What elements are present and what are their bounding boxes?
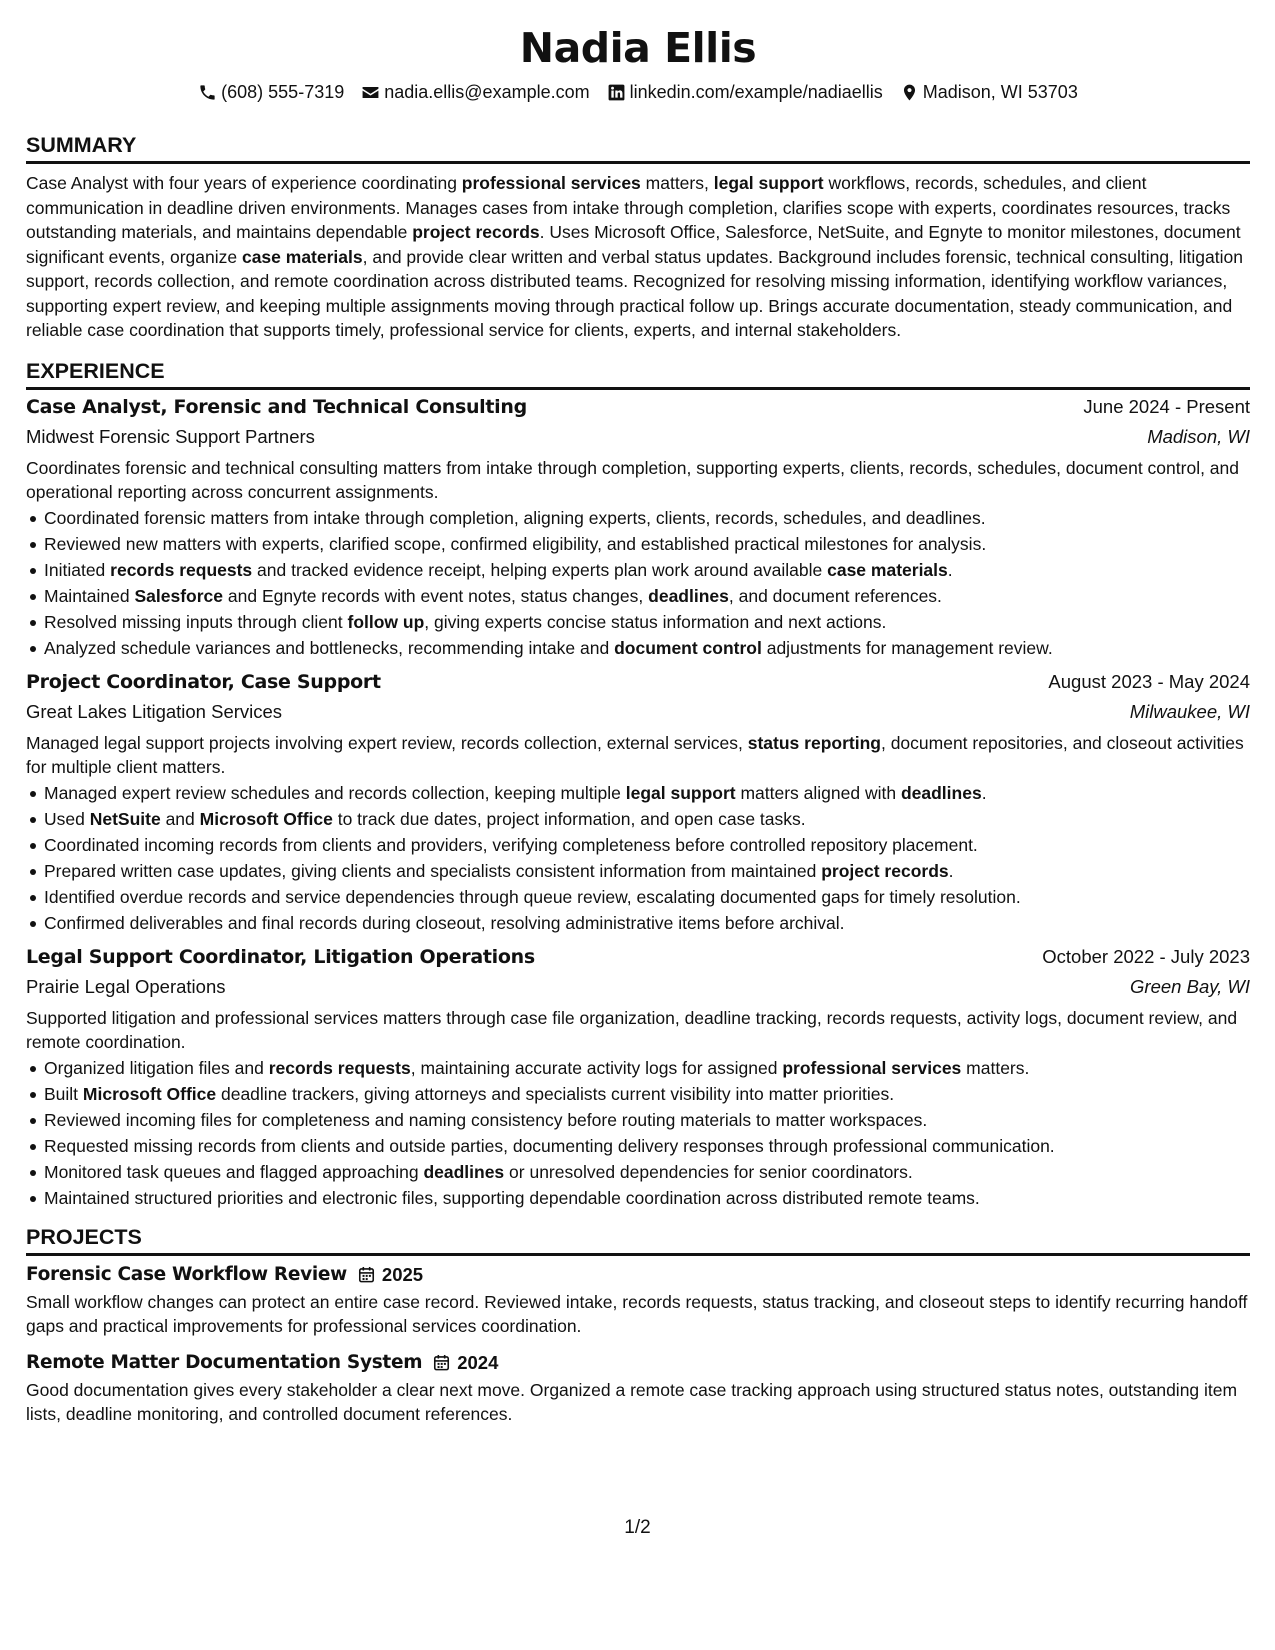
emphasized-keyword: status reporting [747, 732, 881, 753]
calendar-icon [357, 1265, 376, 1284]
emphasized-keyword: follow up [347, 611, 425, 632]
map-pin-icon [900, 83, 919, 102]
job-dates: October 2022 - July 2023 [1042, 945, 1250, 967]
job-description: Managed legal support projects involving expert review, records collection, external services, status reporting, document repositories, and closeout activities for multiple client matters. [26, 732, 1244, 777]
phone-text: (608) 555-7319 [221, 82, 345, 102]
job-dates: June 2024 - Present [1083, 395, 1250, 417]
envelope-icon [361, 83, 380, 102]
job-company: Prairie Legal Operations [26, 975, 226, 997]
project-description: Good documentation gives every stakeholder a clear next move. Organized a remote case tracking approach using structured status notes, outstanding item lists, deadline monitoring, and controlled document references. [26, 1379, 1238, 1424]
bullet-item: Analyzed schedule variances and bottlenecks, recommending intake and document control adjustments for management review. [44, 635, 1250, 661]
emphasized-keyword: professional services [461, 173, 641, 193]
bullet-item: Maintained structured priorities and electronic files, supporting dependable coordination across distributed remote teams. [44, 1185, 1250, 1211]
emphasized-keyword: Microsoft Office [199, 808, 333, 829]
project-entry [26, 1260, 1250, 1338]
job-bullets [26, 780, 1250, 936]
summary-section [26, 132, 1250, 343]
emphasized-keyword: legal support [713, 173, 824, 193]
experience-section [26, 358, 1250, 1211]
bullet-item: Reviewed new matters with experts, clarified scope, confirmed eligibility, and established practical milestones for analysis. [44, 531, 1250, 557]
projects-section [26, 1224, 1250, 1426]
emphasized-keyword: document control [614, 637, 762, 658]
project-year-text: 2025 [381, 1263, 424, 1285]
linkedin-icon [607, 83, 626, 102]
bullet-item: Monitored task queues and flagged approaching deadlines or unresolved dependencies for senior coordinators. [44, 1159, 1250, 1185]
project-year [432, 1348, 498, 1378]
contact-linkedin[interactable] [607, 80, 883, 104]
project-entry [26, 1348, 1250, 1426]
bullet-item: Coordinated incoming records from clients and providers, verifying completeness before controlled repository placement. [44, 832, 1250, 858]
emphasized-keyword: project records [412, 222, 540, 242]
contact-email[interactable] [361, 80, 589, 104]
bullet-item: Resolved missing inputs through client follow up, giving experts concise status information and next actions. [44, 609, 1250, 635]
job-entry [26, 667, 1250, 936]
bullet-item: Initiated records requests and tracked evidence receipt, helping experts plan work around available case materials. [44, 557, 1250, 583]
job-company: Great Lakes Litigation Services [26, 700, 283, 722]
bullet-item: Requested missing records from clients and outside parties, documenting delivery responses through professional communication. [44, 1133, 1250, 1159]
bullet-item: Used NetSuite and Microsoft Office to track due dates, project information, and open case tasks. [44, 806, 1250, 832]
emphasized-keyword: NetSuite [89, 808, 161, 829]
emphasized-keyword: deadlines [423, 1161, 505, 1182]
contact-location [900, 80, 1078, 104]
job-title: Legal Support Coordinator, Litigation Operations [26, 945, 535, 968]
bullet-item: Identified overdue records and service dependencies through queue review, escalating documented gaps for timely resolution. [44, 884, 1250, 910]
emphasized-keyword: records requests [110, 559, 253, 580]
resume-page [26, 20, 1250, 1426]
job-entry [26, 942, 1250, 1211]
email-text: nadia.ellis@example.com [384, 82, 590, 102]
emphasized-keyword: legal support [625, 782, 736, 803]
bullet-item: Built Microsoft Office deadline trackers, giving attorneys and specialists current visibility into matter priorities. [44, 1081, 1250, 1107]
emphasized-keyword: deadlines [900, 782, 982, 803]
job-location: Madison, WI [1147, 425, 1250, 447]
contact-phone[interactable] [198, 80, 344, 104]
emphasized-keyword: Microsoft Office [82, 1083, 217, 1104]
job-title: Project Coordinator, Case Support [26, 670, 381, 693]
job-bullets [26, 1055, 1250, 1211]
section-title-summary: SUMMARY [26, 132, 1250, 164]
job-entry [26, 392, 1250, 661]
phone-icon [198, 83, 217, 102]
emphasized-keyword: case materials [827, 559, 948, 580]
job-location: Green Bay, WI [1130, 975, 1250, 997]
section-title-projects: PROJECTS [26, 1224, 1250, 1256]
contact-bar [26, 80, 1250, 104]
project-title: Forensic Case Workflow Review [26, 1263, 347, 1285]
emphasized-keyword: Salesforce [134, 585, 224, 606]
job-description: Coordinates forensic and technical consulting matters from intake through completion, supporting experts, clients, records, schedules, document control, and operational reporting across concurrent assignments. [26, 457, 1240, 502]
candidate-name: Nadia Ellis [519, 24, 757, 72]
linkedin-text: linkedin.com/example/nadiaellis [629, 82, 883, 102]
bullet-item: Organized litigation files and records requests, maintaining accurate activity logs for assigned professional services matters. [44, 1055, 1250, 1081]
calendar-icon [432, 1353, 451, 1372]
bullet-item: Confirmed deliverables and final records during closeout, resolving administrative items before archival. [44, 910, 1250, 936]
emphasized-keyword: case materials [241, 246, 363, 267]
bullet-item: Prepared written case updates, giving clients and specialists consistent information from maintained project records. [44, 858, 1250, 884]
summary-text: Case Analyst with four years of experience coordinating professional services matters, legal support workflows, records, schedules, and client communication in deadline driven environments. Manages cases from intake through completion, clarifies scope with experts, coordinates resources, tracks outstanding materials, and maintains dependable project records. Uses Microsoft Office, Salesforce, NetSuite, and Egnyte to monitor milestones, document significant events, organize case materials, and provide clear written and verbal status updates. Background includes forensic, technical consulting, litigation support, records collection, and remote coordination across distributed teams. Recognized for resolving missing information, identifying workflow variances, supporting expert review, and keeping multiple assignments moving through practical follow up. Brings accurate documentation, steady communication, and reliable case coordination that supports timely, professional service for clients, experts, and internal stakeholders. [26, 173, 1243, 340]
location-text: Madison, WI 53703 [922, 82, 1078, 102]
bullet-item: Maintained Salesforce and Egnyte records with event notes, status changes, deadlines, and document references. [44, 583, 1250, 609]
bullet-item: Managed expert review schedules and records collection, keeping multiple legal support matters aligned with deadlines. [44, 780, 1250, 806]
section-title-experience: EXPERIENCE [26, 358, 1250, 390]
project-year-text: 2024 [457, 1351, 499, 1373]
bullet-item: Coordinated forensic matters from intake through completion, aligning experts, clients, records, schedules, and deadlines. [44, 505, 1250, 531]
bullet-item: Reviewed incoming files for completeness and naming consistency before routing materials to matter workspaces. [44, 1107, 1250, 1133]
page-number: 1/2 [624, 1517, 651, 1538]
project-year [357, 1260, 423, 1290]
emphasized-keyword: deadlines [648, 585, 729, 606]
job-bullets [26, 505, 1250, 661]
emphasized-keyword: project records [821, 860, 949, 881]
job-location: Milwaukee, WI [1129, 700, 1250, 722]
emphasized-keyword: professional services [782, 1057, 962, 1078]
project-description: Small workflow changes can protect an entire case record. Reviewed intake, records requests, status tracking, and closeout steps to identify recurring handoff gaps and practical improvements for professional services coordination. [26, 1291, 1248, 1336]
job-description: Supported litigation and professional services matters through case file organization, deadline tracking, records requests, activity logs, document review, and remote coordination. [26, 1007, 1238, 1052]
job-title: Case Analyst, Forensic and Technical Consulting [26, 395, 527, 418]
emphasized-keyword: records requests [268, 1057, 411, 1078]
job-dates: August 2023 - May 2024 [1048, 670, 1250, 692]
project-title: Remote Matter Documentation System [26, 1351, 423, 1373]
job-company: Midwest Forensic Support Partners [26, 425, 315, 447]
